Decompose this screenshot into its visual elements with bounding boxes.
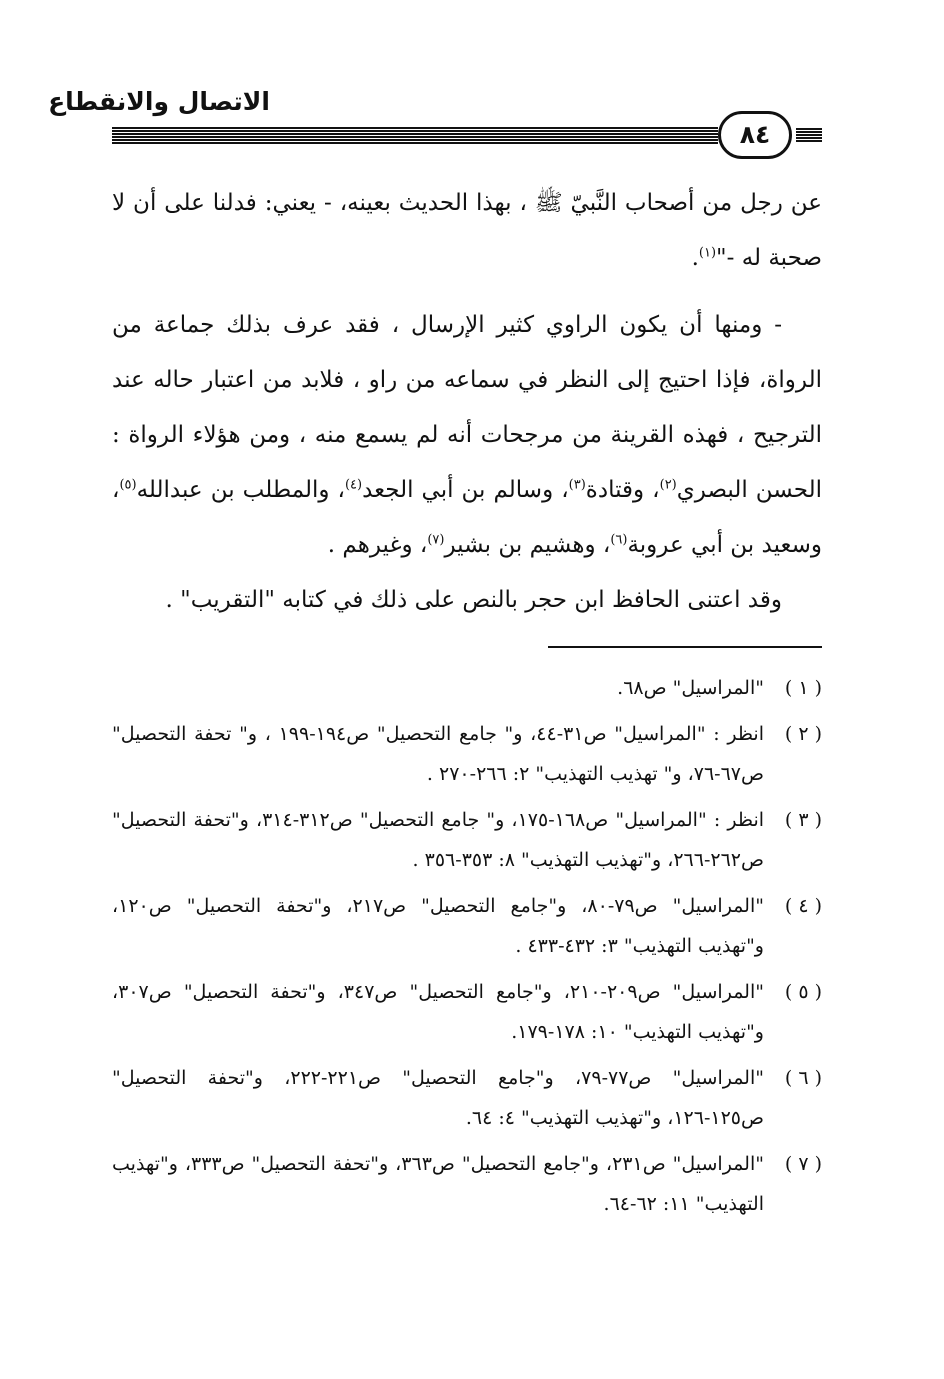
paragraph-2-text-e: ، وسعيد بن أبي عروبة xyxy=(112,477,822,558)
paragraph-2 xyxy=(112,298,822,573)
footnote-number: ( ٢ ) xyxy=(784,723,822,745)
header-rule-stub xyxy=(796,128,822,142)
footnote-ref-1: (١) xyxy=(698,245,717,261)
footnote-number: ( ٣ ) xyxy=(784,809,822,831)
footnote-number: ( ١ ) xyxy=(784,677,822,699)
footnote-ref-4: (٤) xyxy=(344,477,363,493)
footnote-ref-5: (٥) xyxy=(119,477,137,493)
footnote-text: "المراسيل" ص٧٧-٧٩، و"جامع التحصيل" ص٢٢١-٢٢٢، و"تحفة التحصيل" ص١٢٥-١٢٦، و"تهذيب التهذيب" ٤: ٦٤. xyxy=(112,1067,764,1129)
paragraph-2-text-b: ، وقتادة xyxy=(585,477,660,503)
footnote-number: ( ٦ ) xyxy=(784,1067,822,1089)
footnote-ref-3: (٣) xyxy=(568,477,586,493)
footnote-5 xyxy=(112,972,822,1052)
running-title: الاتصال والانقطاع xyxy=(48,87,270,116)
footnote-3 xyxy=(112,800,822,880)
footnote-ref-6: (٦) xyxy=(610,532,628,548)
paragraph-2-text-f: ، وهشيم بن بشير xyxy=(444,532,611,558)
footnotes xyxy=(112,668,822,1230)
paragraph-2-text-d: ، والمطلب بن عبدالله xyxy=(136,477,345,503)
footnote-text: "المراسيل" ص٦٨. xyxy=(617,677,764,699)
paragraph-2-text-c: ، وسالم بن أبي الجعد xyxy=(362,477,569,503)
header-rule xyxy=(112,127,718,144)
footnote-ref-2: (٢) xyxy=(659,477,677,493)
footnote-text: "المراسيل" ص٢٣١، و"جامع التحصيل" ص٣٦٣، و"تحفة التحصيل" ص٣٣٣، و"تهذيب التهذيب" ١١: ٦٢-٦٤. xyxy=(112,1153,764,1215)
body-text xyxy=(112,176,822,628)
footnote-2 xyxy=(112,714,822,794)
footnote-ref-7: (٧) xyxy=(427,532,445,548)
footnote-separator xyxy=(548,646,822,648)
footnote-text: انظر : "المراسيل" ص٣١-٤٤، و" جامع التحصيل" ص١٩٤-١٩٩ ، و" تحفة التحصيل" ص٦٧-٧٦، و" تهذيب التهذيب" ٢: ٢٦٦-٢٧٠ . xyxy=(112,723,764,785)
paragraph-3: وقد اعتنى الحافظ ابن حجر بالنص على ذلك في كتابه "التقريب" . xyxy=(165,587,782,613)
paragraph-2-text-g: ، وغيرهم . xyxy=(327,532,428,558)
footnote-number: ( ٧ ) xyxy=(784,1153,822,1175)
paragraph-1-text: عن رجل من أصحاب النَّبيّ ﷺ ، بهذا الحديث بعينه، - يعني: فدلنا على أن لا صحبة له -" xyxy=(112,190,822,271)
footnote-4 xyxy=(112,886,822,966)
footnote-7 xyxy=(112,1144,822,1224)
paragraph-1 xyxy=(112,176,822,286)
page-number: ٨٤ xyxy=(718,111,792,159)
paragraph-2-text-a: - ومنها أن يكون الراوي كثير الإرسال ، فقد عرف بذلك جماعة من الرواة، فإذا احتيج إلى النظر في سماعه من راو ، فلابد من اعتبار حاله عند الترجيح ، فهذه القرينة من مرجحات أنه لم يسمع منه ، ومن هؤلاء الرواة : الحسن البصري xyxy=(112,312,823,503)
paragraph-1-end: . xyxy=(691,245,699,271)
footnote-number: ( ٥ ) xyxy=(784,981,822,1003)
footnote-text: "المراسيل" ص٢٠٩-٢١٠، و"جامع التحصيل" ص٣٤٧، و"تحفة التحصيل" ص٣٠٧، و"تهذيب التهذيب" ١٠: ١٧٨-١٧٩. xyxy=(112,981,764,1043)
footnote-1 xyxy=(112,668,822,708)
footnote-text: انظر : "المراسيل" ص١٦٨-١٧٥، و" جامع التحصيل" ص٣١٢-٣١٤، و"تحفة التحصيل" ص٢٦٢-٢٦٦، و"تهذيب التهذيب" ٨: ٣٥٣-٣٥٦ . xyxy=(112,809,765,871)
footnote-6 xyxy=(112,1058,822,1138)
footnote-text: "المراسيل" ص٧٩-٨٠، و"جامع التحصيل" ص٢١٧، و"تحفة التحصيل" ص١٢٠، و"تهذيب التهذيب" ٣: ٤٣٢-٤٣٣ . xyxy=(112,895,764,957)
footnote-number: ( ٤ ) xyxy=(784,895,822,917)
